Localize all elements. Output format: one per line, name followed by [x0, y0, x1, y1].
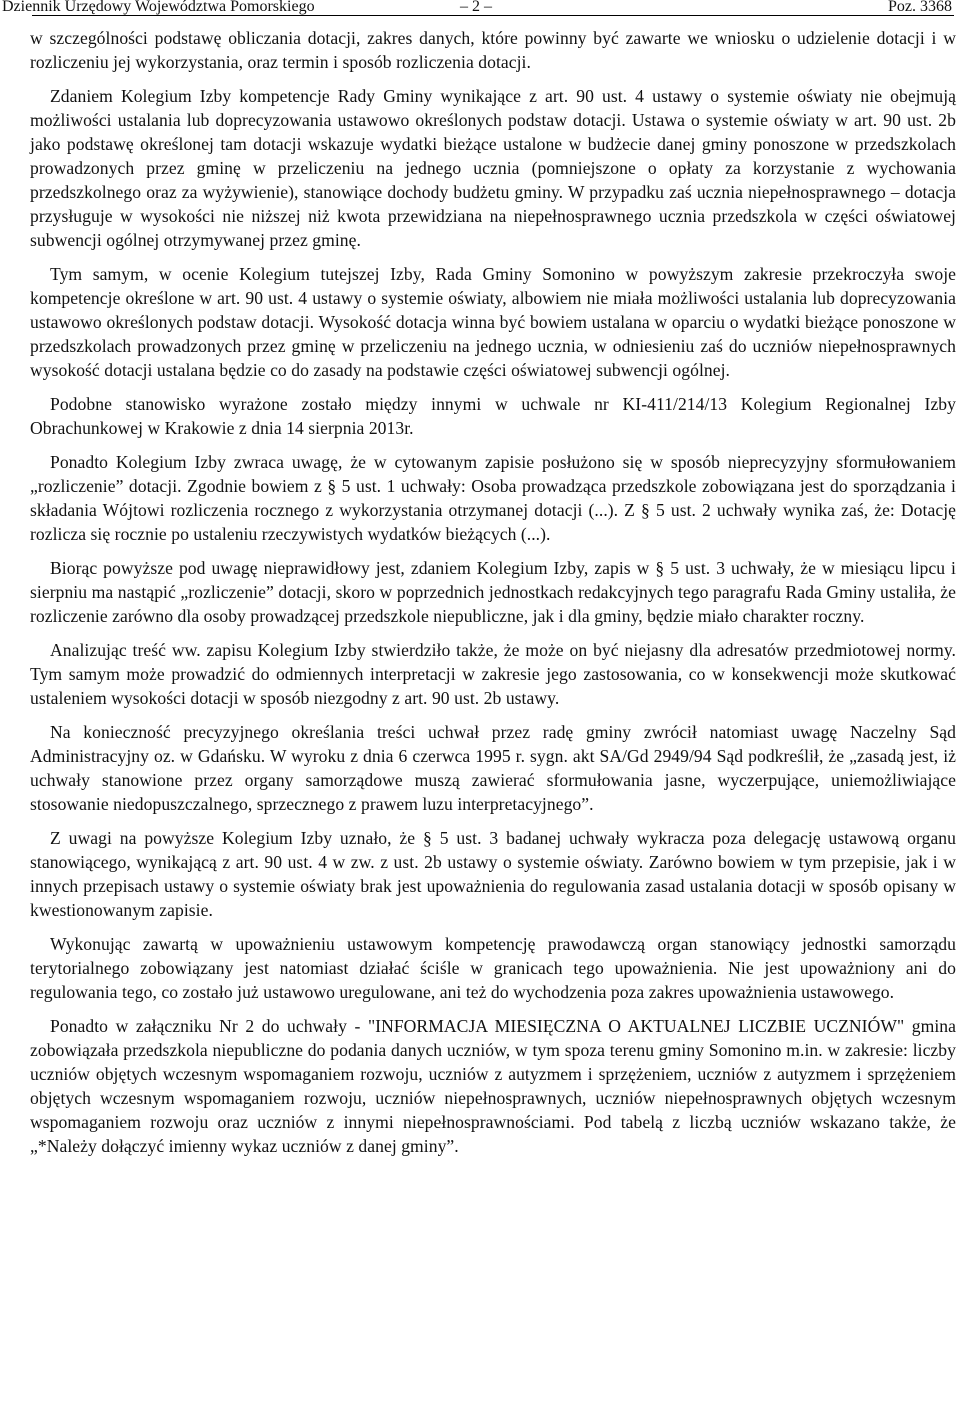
page-header	[2, 0, 956, 20]
page-number: – 2 –	[460, 0, 492, 15]
paragraph: Zdaniem Kolegium Izby kompetencje Rady Gminy wynikające z art. 90 ust. 4 ustawy o systemie oświaty nie obejmują możliwości ustalania lub doprecyzowania ustawowo określonych podstaw dotacji. Ustawa o systemie oświaty w art. 90 ust. 2b jako podstawę określonej tam dotacji wskazuje wydatki bieżące ustalone w budżecie danej gminy ponoszone w przedszkolach prowadzonych przez gminę w przeliczeniu na jednego ucznia (pomniejszone o opłaty za korzystanie z wychowania przedszkolnego oraz za wyżywienie), stanowiące dochody budżetu gminy. W przypadku zaś ucznia niepełnosprawnego – dotacja przysługuje w wysokości nie niższej niż kwota przewidziana na niepełnosprawnego ucznia przedszkola w części oświatowej subwencji ogólnej otrzymywanej przez gminę.	[30, 86, 956, 250]
paragraph: Ponadto w załączniku Nr 2 do uchwały - "INFORMACJA MIESIĘCZNA O AKTUALNEJ LICZBIE UCZNIÓW" gmina zobowiązała przedszkola niepubliczne do podania danych uczniów, w tym spoza terenu gminy Somonino m.in. w zakresie: liczby uczniów objętych wczesnym wspomaganiem rozwoju, uczniów z autyzmem i sprzężeniem, uczniów z autyzmem i sprzężeniem objętych wczesnym wspomaganiem rozwoju, uczniów niepełnosprawnych, uczniów niepełnosprawnych objętych wczesnym wspomaganiem rozwoju oraz uczniów z innymi niepełnosprawnościami. Pod tabelą z liczbą uczniów wskazano także, że „*Należy dołączyć imienny wykaz uczniów z danej gminy”.	[30, 1016, 956, 1156]
document-body	[30, 26, 956, 1158]
paragraph: Podobne stanowisko wyrażone zostało między innymi w uchwale nr KI-411/214/13 Kolegium Regionalnej Izby Obrachunkowej w Krakowie z dnia 14 sierpnia 2013r.	[30, 394, 956, 438]
journal-title: Dziennik Urzędowy Województwa Pomorskiego	[2, 0, 315, 15]
header-rule	[32, 15, 954, 16]
position-number: Poz. 3368	[888, 0, 952, 15]
paragraph: Wykonując zawartą w upoważnieniu ustawowym kompetencję prawodawczą organ stanowiący jednostki samorządu terytorialnego zobowiązany jest natomiast działać ściśle w granicach tego upoważnienia. Nie jest upoważniony ani do regulowania tego, co zostało już ustawowo uregulowane, ani też do wychodzenia poza zakres upoważnienia ustawowego.	[30, 934, 956, 1002]
paragraph: w szczególności podstawę obliczania dotacji, zakres danych, które powinny być zawarte we wniosku o udzielenie dotacji i w rozliczeniu jej wykorzystania, oraz termin i sposób rozliczenia dotacji.	[30, 28, 956, 72]
paragraph: Z uwagi na powyższe Kolegium Izby uznało, że § 5 ust. 3 badanej uchwały wykracza poza delegację ustawową organu stanowiącego, wynikającą z art. 90 ust. 4 w zw. z ust. 2b ustawy o systemie oświaty. Zarówno bowiem w tym przepisie, jak i w innych przepisach ustawy o systemie oświaty brak jest upoważnienia do regulowania zasad ustalania dotacji w sposób opisany w kwestionowanym zapisie.	[30, 828, 956, 920]
paragraph: Biorąc powyższe pod uwagę nieprawidłowy jest, zdaniem Kolegium Izby, zapis w § 5 ust. 3 uchwały, że w miesiącu lipcu i sierpniu ma nastąpić „rozliczenie” dotacji, skoro w poprzednich jednostkach redakcyjnych tego paragrafu Rada Gminy ustaliła, że rozliczenie zarówno dla osoby prowadzącej przedszkole niepubliczne, jak i dla gminy, będzie miało charakter roczny.	[30, 558, 956, 626]
paragraph: Analizując treść ww. zapisu Kolegium Izby stwierdziło także, że może on być niejasny dla adresatów przedmiotowej normy. Tym samym może prowadzić do odmiennych interpretacji w zakresie jego zastosowania, co w konsekwencji może skutkować ustaleniem wysokości dotacji w sposób niezgodny z art. 90 ust. 2b ustawy.	[30, 640, 956, 708]
paragraph: Na konieczność precyzyjnego określania treści uchwał przez radę gminy zwrócił natomiast uwagę Naczelny Sąd Administracyjny oz. w Gdańsku. W wyroku z dnia 6 czerwca 1995 r. sygn. akt SA/Gd 2949/94 Sąd podkreślił, że „zasadą jest, iż uchwały stanowione przez organy samorządowe muszą zawierać sformułowania jasne, wyczerpujące, uniemożliwiające stosowanie niedopuszczalnego, sprzecznego z prawem luzu interpretacyjnego”.	[30, 722, 956, 814]
paragraph: Ponadto Kolegium Izby zwraca uwagę, że w cytowanym zapisie posłużono się w sposób nieprecyzyjny sformułowaniem „rozliczenie” dotacji. Zgodnie bowiem z § 5 ust. 1 uchwały: Osoba prowadząca przedszkole zobowiązana jest do sporządzania i składania Wójtowi rozliczenia rocznego z wykorzystania otrzymanej dotacji (...). Z § 5 ust. 2 uchwały wynika zaś, że: Dotację rozlicza się rocznie po ustaleniu rzeczywistych wydatków bieżących (...).	[30, 452, 956, 544]
paragraph: Tym samym, w ocenie Kolegium tutejszej Izby, Rada Gminy Somonino w powyższym zakresie przekroczyła swoje kompetencje określone w art. 90 ust. 4 ustawy o systemie oświaty, albowiem nie miała możliwości ustalania lub doprecyzowania ustawowo określonych podstaw dotacji. Wysokość dotacja winna być bowiem ustalana w oparciu o wydatki bieżące ponoszone w przedszkolach prowadzonych przez gminę w przeliczeniu na jednego ucznia, w odniesieniu zaś do uczniów niepełnosprawnych wysokość dotacji ustalana będzie co do zasady na podstawie części oświatowej subwencji ogólnej.	[30, 264, 956, 380]
